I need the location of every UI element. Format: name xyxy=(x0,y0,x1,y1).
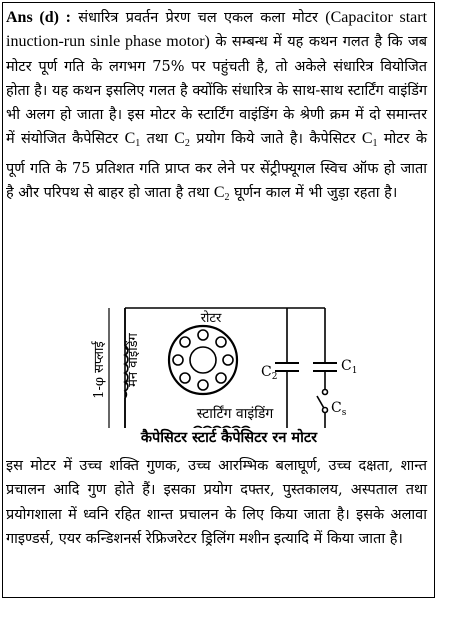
c1-label: $C_1$ xyxy=(341,358,358,376)
text-d: प्रयोग किये जाते है। कैपेसिटर xyxy=(196,131,356,148)
capacitor-c1 xyxy=(313,363,337,371)
c1-ref-b: $C_1$ xyxy=(361,130,378,150)
english-motor-name: (Capacitor start inuction-run sinle phase motor) xyxy=(6,9,428,51)
centrifugal-switch xyxy=(317,390,328,413)
supply-label: 1-φ सप्लाई xyxy=(92,341,107,399)
c2-ref-b: $C_2$ xyxy=(213,184,230,204)
circuit-diagram xyxy=(75,300,375,428)
answer-paragraph-1 xyxy=(6,6,427,210)
diagram-caption: कैपेसिटर स्टार्ट कैपेसिटर रन मोटर xyxy=(140,429,318,446)
text-b: के सम्बन्ध में यह कथन गलत है कि जब मोटर पूर्ण गति के लगभग 75% पर पहुंचती है, तो अकेले संधारित्र वियोजित होता है। यह कथन इसलिए गलत है क्योंकि संधारित्र के साथ-साथ स्टार्टिंग वाइंडिंग भी अलग हो जाता है। इस मोटर के स्टार्टिंग वाइंडिंग के श्रेणी क्रम में दो समान्तर में संयोजित कैपेसिटर xyxy=(6,34,428,148)
main-winding-label: मेन वाइंडिंग xyxy=(126,333,141,387)
answer-label: Ans (d) : xyxy=(6,9,71,26)
text-c: तथा xyxy=(146,131,168,148)
starting-winding-label: स्टार्टिंग वाइंडिंग xyxy=(196,406,274,422)
rotor-label: रोटर xyxy=(200,311,222,326)
capacitor-c2 xyxy=(275,363,299,371)
answer-paragraph-2: इस मोटर में उच्च शक्ति गुणक, उच्च आरम्भिक बलाघूर्ण, उच्च दक्षता, शान्त प्रचालन आदि गुण होते हैं। इसका प्रयोग दफ्तर, पुस्तकालय, अस्पताल तथा प्रयोगशाला में ध्वनि रहित शान्त प्रचालन के लिए किया जाता है। इसके अलावा गाइण्डर्स, एयर कन्डिशनर्स रेफ्रिजरेटर ड्रिलिंग मशीन इत्यादि में किया जाता है। xyxy=(6,458,427,547)
text-a: संधारित्र प्रवर्तन प्रेरण चल एकल कला मोटर xyxy=(78,10,318,26)
c1-ref-a: $C_1$ xyxy=(124,130,141,150)
rotor xyxy=(169,326,237,394)
c2-ref-a: $C_2$ xyxy=(174,130,190,150)
cs-label: $C_s$ xyxy=(331,400,347,418)
text-f: घूर्णन काल में भी जुड़ा रहता है। xyxy=(234,185,398,202)
text-e: मोटर के पूर्ण गति के 75 प्रतिशत गति प्राप्त कर लेने पर सेंट्रीफ्यूगल स्विच ऑफ हो जाता है और परिपथ से बाहर हो जाता है तथा xyxy=(6,131,428,202)
c2-label: $C_2$ xyxy=(261,364,278,382)
